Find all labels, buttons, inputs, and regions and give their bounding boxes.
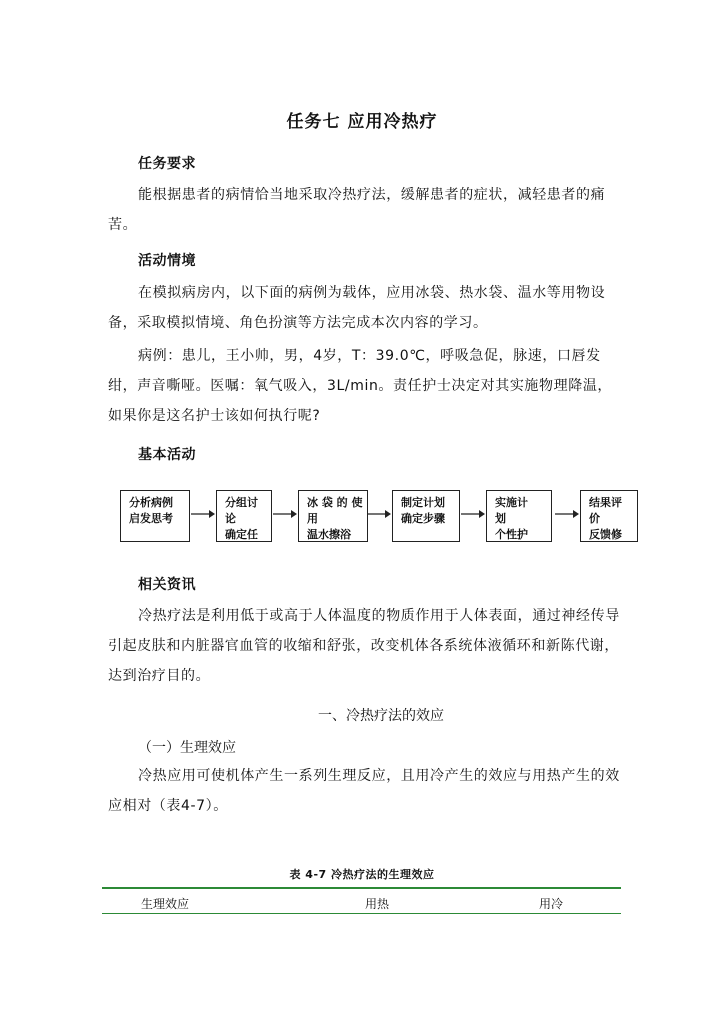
flow-step-6-line2: 价 (589, 512, 600, 525)
paragraph-info (108, 601, 620, 691)
subsubheading-physiological: （一）生理效应 (138, 740, 236, 756)
paragraph-case (108, 341, 620, 431)
flow-step-4-line1: 制定计划 (401, 496, 445, 509)
flow-step-5 (486, 490, 552, 542)
heading-basic: 基本活动 (138, 447, 196, 463)
flow-step-2 (216, 490, 272, 542)
flow-step-1-line1: 分析病例 (129, 496, 173, 509)
flow-step-5-line1: 实施计 (495, 496, 528, 509)
heading-scenario: 活动情境 (138, 253, 196, 269)
table-header-heat: 用热 (365, 897, 390, 911)
flow-step-3-line1: 冰 袋 的 使 (307, 496, 363, 509)
flow-step-3 (298, 490, 368, 542)
flow-step-6 (580, 490, 638, 542)
paragraph-scenario (108, 278, 620, 338)
flow-step-3-line2: 用 (307, 512, 318, 525)
flow-step-4-line2: 确定步骤 (401, 512, 445, 525)
flow-step-5-line3: 个性护 (495, 528, 528, 541)
paragraph-info-text: 冷热疗法是利用低于或高于人体温度的物质作用于人体表面，通过神经传导引起皮肤和内脏器官血管的收缩和舒张，改变机体各系统体液循环和新陈代谢，达到治疗目的。 (108, 608, 620, 684)
flow-arrow-icon (272, 507, 298, 521)
table-header-effect: 生理效应 (141, 897, 190, 911)
page-title: 任务七 应用冷热疗 (286, 112, 438, 132)
table-header-cold: 用冷 (539, 897, 564, 911)
flow-arrow-icon (190, 507, 216, 521)
flow-step-6-line1: 结果评 (589, 496, 622, 509)
flow-step-2-line3: 确定任 (225, 528, 258, 541)
flow-step-5-line2: 划 (495, 512, 506, 525)
subheading-effects: 一、冷热疗法的效应 (318, 708, 444, 724)
flow-step-1-line2: 启发思考 (129, 512, 173, 525)
flow-arrow-icon (366, 507, 392, 521)
heading-info: 相关资讯 (138, 577, 196, 593)
flow-step-2-line1: 分组讨 (225, 496, 258, 509)
flow-step-3-line3: 温水擦浴 (307, 528, 351, 541)
paragraph-scenario-text: 在模拟病房内，以下面的病例为载体，应用冰袋、热水袋、温水等用物设备，采取模拟情境、角色扮演等方法完成本次内容的学习。 (108, 285, 606, 331)
flow-step-6-line3: 反馈修 (589, 528, 622, 541)
paragraph-requirement (108, 180, 620, 240)
paragraph-effects (108, 761, 620, 821)
paragraph-effects-text: 冷热应用可使机体产生一系列生理反应，且用冷产生的效应与用热产生的效应相对（表4-7）。 (108, 768, 620, 814)
table-top-rule (102, 887, 621, 889)
paragraph-case-text: 病例：患儿，王小帅，男，4岁，T：39.0℃，呼吸急促，脉速，口唇发绀，声音嘶哑。医嘱：氧气吸入，3L/min。责任护士决定对其实施物理降温，如果你是这名护士该如何执行呢? (108, 348, 613, 424)
table-caption: 表 4-7 冷热疗法的生理效应 (289, 868, 435, 881)
flow-step-4 (392, 490, 460, 542)
flow-step-2-line2: 论 (225, 512, 236, 525)
paragraph-requirement-text: 能根据患者的病情恰当地采取冷热疗法，缓解患者的症状，减轻患者的痛苦。 (108, 187, 606, 233)
flow-step-1 (120, 490, 190, 542)
table-header-rule (102, 913, 621, 914)
flow-arrow-icon (460, 507, 486, 521)
flow-arrow-icon (554, 507, 580, 521)
heading-requirement: 任务要求 (138, 156, 196, 172)
